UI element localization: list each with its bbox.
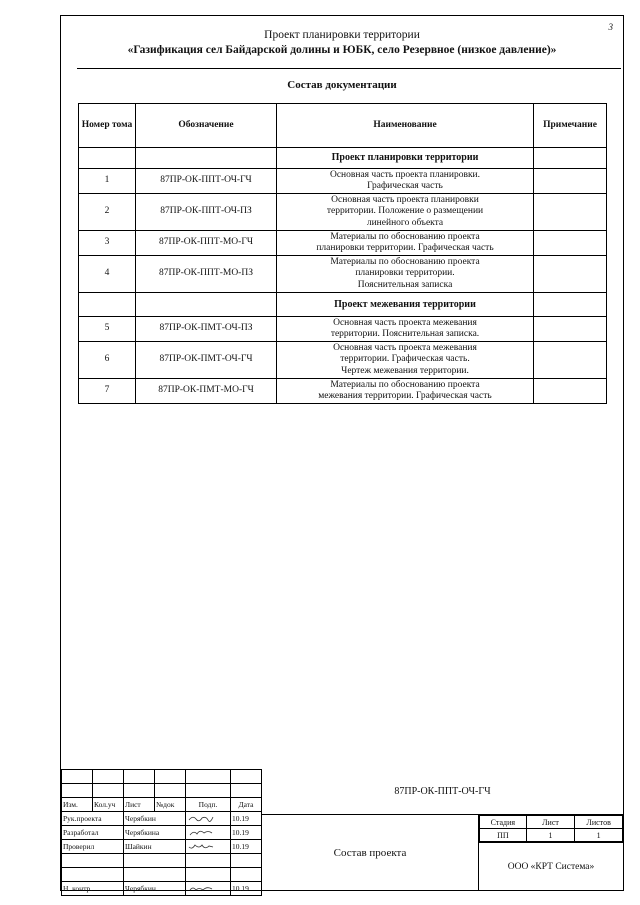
stamp-col-date: Дата [231, 798, 262, 812]
sheets-value: 1 [575, 829, 623, 842]
stamp-role: Разработал [62, 826, 124, 840]
sheet-label: Лист [526, 816, 575, 829]
designation: 87ПР-ОК-ППТ-МО-ПЗ [136, 256, 277, 293]
note [534, 194, 607, 231]
stamp-col-docnum: №док [155, 798, 186, 812]
volume-number: 2 [79, 194, 136, 231]
volume-number: 3 [79, 231, 136, 256]
group-row [79, 293, 607, 317]
header-note: Примечание [534, 104, 607, 148]
document-title-line: территории. Графическая часть. [340, 354, 470, 365]
stamp-person-name: Черябкин [124, 812, 186, 826]
stamp-person-name: Шайкин [124, 840, 186, 854]
table-row [79, 317, 607, 342]
stamp-role: Рук.проекта [62, 812, 124, 826]
stamp-col-sheet: Лист [124, 798, 155, 812]
note [534, 256, 607, 293]
stamp-person-name: Черябкин [124, 882, 186, 896]
document-name: Состав проекта [261, 815, 479, 890]
document-title-line: Основная часть проекта межевания [333, 343, 477, 354]
document-title [277, 317, 534, 342]
document-title-line: линейного объекта [366, 217, 444, 228]
note [534, 342, 607, 379]
sheets-label: Листов [575, 816, 623, 829]
header-designation: Обозначение [136, 104, 277, 148]
stamp-date: 10.19 [231, 840, 262, 854]
organization-name: ООО «КРТ Система» [479, 842, 623, 890]
stage-label: Стадия [480, 816, 527, 829]
document-title [277, 379, 534, 404]
document-code: 87ПР-ОК-ППТ-ОЧ-ГЧ [261, 769, 623, 815]
stamp-col-count: Кол.уч [93, 798, 124, 812]
table-row [79, 194, 607, 231]
stage-value: ПП [480, 829, 527, 842]
signature-mark [186, 826, 231, 840]
document-title-line: территории. Положение о размещении [326, 206, 484, 217]
title-block [61, 769, 623, 893]
designation: 87ПР-ОК-ПМТ-ОЧ-ГЧ [136, 342, 277, 379]
document-title-line: Материалы по обоснованию проекта [330, 379, 480, 390]
stamp-col-change: Изм. [62, 798, 93, 812]
stamp-col-signature: Подп. [186, 798, 231, 812]
stamp-date: 10.19 [231, 812, 262, 826]
volume-number: 6 [79, 342, 136, 379]
header-volume-number: Номер тома [79, 104, 136, 148]
note [534, 231, 607, 256]
document-title [277, 194, 534, 231]
designation: 87ПР-ОК-ППТ-МО-ГЧ [136, 231, 277, 256]
stamp-role: Проверил [62, 840, 124, 854]
section-title: Состав документации [287, 79, 397, 91]
project-subtitle: «Газификация сел Байдарской долины и ЮБК, село Резервное (низкое давление)» [127, 44, 557, 56]
drawing-frame [60, 15, 624, 891]
empty-cell [79, 148, 136, 169]
volume-number: 5 [79, 317, 136, 342]
stamp-person-name: Черябкина [124, 826, 186, 840]
documentation-table-body [79, 148, 607, 404]
sheet-value: 1 [526, 829, 575, 842]
table-row [79, 256, 607, 293]
document-title-line: межевания территории. Графическая часть [318, 391, 492, 401]
title-block-main [261, 769, 623, 890]
stamp-date: 10.19 [231, 826, 262, 840]
volume-number: 4 [79, 256, 136, 293]
page-number: 3 [608, 22, 613, 32]
signature-mark [186, 840, 231, 854]
designation: 87ПР-ОК-ПМТ-МО-ГЧ [136, 379, 277, 404]
group-title: Проект межевания территории [277, 293, 534, 317]
note [534, 317, 607, 342]
document-title [277, 342, 534, 379]
empty-cell [79, 293, 136, 317]
stamp-role: Н. контр. [62, 882, 124, 896]
empty-cell [534, 148, 607, 169]
group-row [79, 148, 607, 169]
document-title-line: Материалы по обоснованию проекта [330, 231, 480, 242]
documentation-table [78, 103, 607, 404]
document-title-line: территории. Пояснительная записка. [330, 329, 480, 339]
table-row [79, 342, 607, 379]
stamp-date: 10.19 [231, 882, 262, 896]
document-title-line: Основная часть проекта межевания [333, 317, 477, 328]
table-row [79, 169, 607, 194]
stage-table [479, 815, 623, 842]
table-row [79, 379, 607, 404]
header-name: Наименование [277, 104, 534, 148]
designation: 87ПР-ОК-ППТ-ОЧ-ГЧ [136, 169, 277, 194]
document-title-line: планировки территории. Графическая часть [316, 243, 494, 253]
title-block-signatures [61, 769, 262, 896]
empty-cell [136, 148, 277, 169]
volume-number: 1 [79, 169, 136, 194]
group-title: Проект планировки территории [277, 148, 534, 169]
document-title [277, 169, 534, 194]
volume-number: 7 [79, 379, 136, 404]
empty-cell [534, 293, 607, 317]
table-row [79, 231, 607, 256]
document-title-line: Основная часть проекта планировки. [329, 169, 481, 180]
document-title [277, 256, 534, 293]
signature-mark [186, 812, 231, 826]
document-title-line: Основная часть проекта планировки [331, 195, 479, 206]
project-title: Проект планировки территории [264, 29, 420, 41]
document-title-line: Чертеж межевания территории. [341, 365, 469, 376]
designation: 87ПР-ОК-ПМТ-ОЧ-ПЗ [136, 317, 277, 342]
designation: 87ПР-ОК-ППТ-ОЧ-ПЗ [136, 194, 277, 231]
empty-cell [136, 293, 277, 317]
title-divider [77, 68, 621, 69]
note [534, 169, 607, 194]
document-title-line: Графическая часть [367, 181, 443, 191]
note [534, 379, 607, 404]
document-title-line: Материалы по обоснованию проекта [330, 257, 480, 268]
document-title-line: планировки территории. [355, 268, 455, 279]
document-title [277, 231, 534, 256]
document-title-line: Пояснительная записка [357, 279, 453, 290]
signature-mark [186, 882, 231, 896]
